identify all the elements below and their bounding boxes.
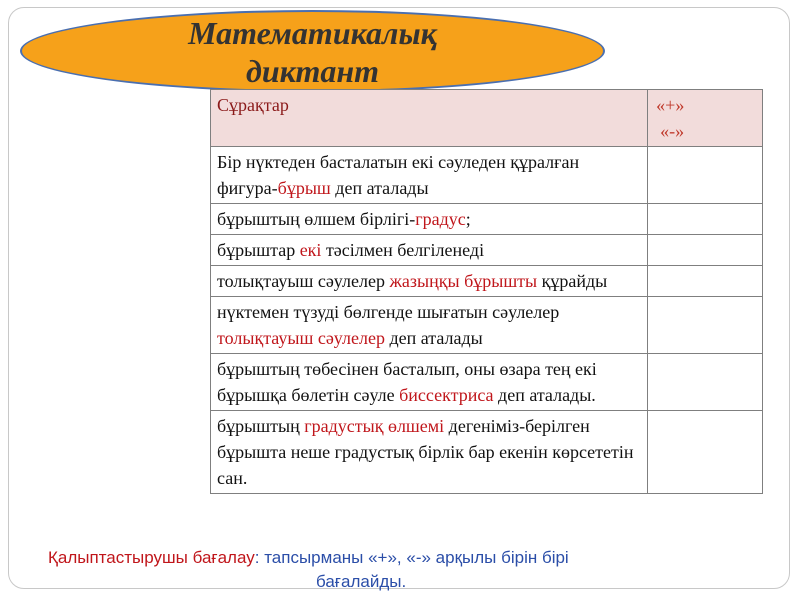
question-text: құрайды <box>537 271 608 291</box>
question-text: бұрыштың төбесінен басталып, оны өзара тең екі бұрышқа бөлетін сәуле <box>217 359 597 405</box>
table-row <box>211 411 763 494</box>
question-cell <box>211 235 648 266</box>
table-row <box>211 204 763 235</box>
highlighted-term: екі <box>299 240 322 260</box>
header-answer-plus: «+» <box>656 95 685 115</box>
header-answer <box>648 90 763 147</box>
question-cell <box>211 147 648 204</box>
header-answer-minus: «-» <box>660 121 685 141</box>
question-text: деп аталады <box>330 178 429 198</box>
table-row <box>211 354 763 411</box>
question-text: дегеніміз-берілген бұрышта неше градустық бірлік бар екенін көрсететін сан. <box>217 416 634 488</box>
highlighted-term: градустық өлшемі <box>304 416 445 436</box>
table-row <box>211 147 763 204</box>
table-row <box>211 266 763 297</box>
table-header-row <box>211 90 763 147</box>
answer-cell[interactable] <box>648 235 763 266</box>
question-text: бұрыштың <box>217 416 305 436</box>
table-row <box>211 297 763 354</box>
table-row <box>211 235 763 266</box>
question-text: нүктемен түзуді бөлгенде шығатын сәулелер <box>217 302 560 322</box>
question-cell <box>211 204 648 235</box>
highlighted-term: градус <box>415 209 466 229</box>
title-line-1: Математикалық <box>188 15 437 51</box>
question-text: деп аталады. <box>493 385 596 405</box>
answer-cell[interactable] <box>648 147 763 204</box>
question-text: бұрыштың өлшем бірлігі- <box>217 209 416 229</box>
answer-cell[interactable] <box>648 354 763 411</box>
answer-cell[interactable] <box>648 266 763 297</box>
highlighted-term: бұрыш <box>277 178 331 198</box>
footer-note <box>48 546 748 594</box>
highlighted-term: толықтауыш сәулелер <box>217 328 385 348</box>
table-body <box>211 147 763 494</box>
question-cell <box>211 354 648 411</box>
footer-label: Қалыптастырушы бағалау <box>48 548 255 567</box>
question-text: ; <box>465 209 471 229</box>
question-cell <box>211 411 648 494</box>
dictation-table <box>210 89 763 494</box>
answer-cell[interactable] <box>648 204 763 235</box>
question-text: толықтауыш сәулелер <box>217 271 390 291</box>
question-cell <box>211 266 648 297</box>
footer-text-1: : тапсырманы «+», «-» арқылы бірін бірі <box>254 548 569 567</box>
question-cell <box>211 297 648 354</box>
header-questions: Сұрақтар <box>211 90 648 147</box>
highlighted-term: жазыңқы бұрышты <box>389 271 538 291</box>
title-line-2: диктант <box>245 53 379 89</box>
question-text: Бір нүктеден басталатын екі сәуледен құралған фигура- <box>217 152 580 198</box>
question-text: деп аталады <box>384 328 483 348</box>
question-text: тәсілмен белгіленеді <box>321 240 485 260</box>
slide-title <box>20 14 605 90</box>
question-text: бұрыштар <box>217 240 300 260</box>
answer-cell[interactable] <box>648 297 763 354</box>
footer-text-2: бағалайды. <box>316 572 407 591</box>
highlighted-term: биссектриса <box>399 385 494 405</box>
answer-cell[interactable] <box>648 411 763 494</box>
